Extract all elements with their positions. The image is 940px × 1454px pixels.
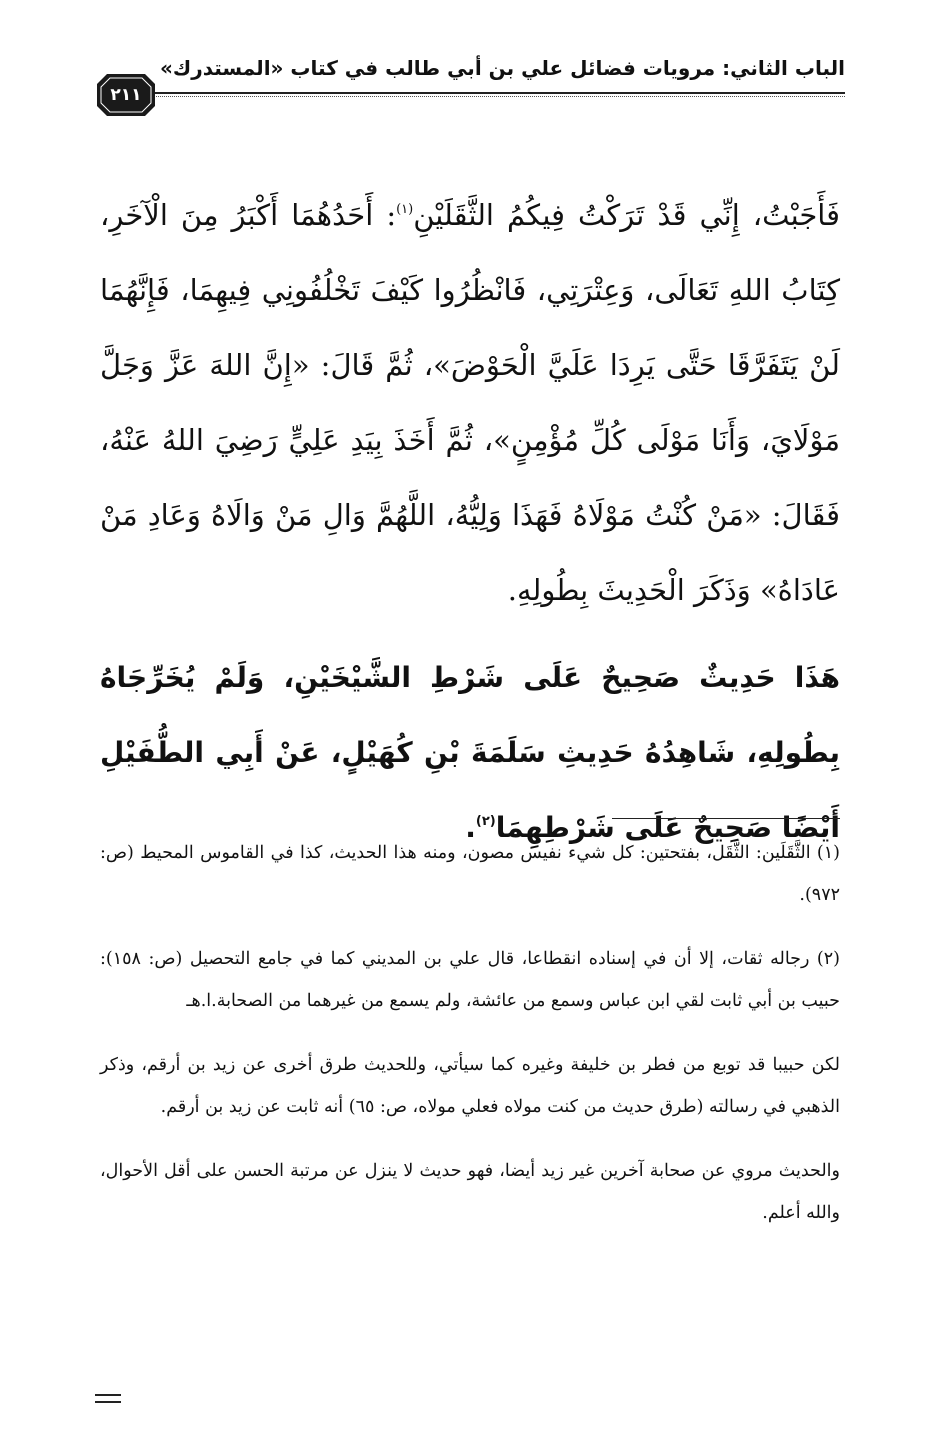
main-text-block <box>100 178 840 865</box>
footnote-2-continued: لكن حبيبا قد توبع من فطر بن خليفة وغيره كما سيأتي، وللحديث طرق أخرى عن زيد بن أرقم، وذكر الذهبي في رسالته (طرق حديث من كنت مولاه فعلي مولاه، ص: ٦٥) أنه ثابت عن زيد بن أرقم. <box>100 1055 840 1117</box>
footnote-1: (١) الثَّقَلَين: الثَّقَل، بفتحتين: كل شيء نفيس مصون، ومنه هذا الحديث، كذا في القاموس المحيط (ص: ٩٧٢). <box>100 843 840 905</box>
footnote-ref-2[interactable]: (٢) <box>475 814 496 829</box>
hadith-text-part-2: : أَحَدُهُمَا أَكْبَرُ مِنَ الْآخَرِ، كِتَابُ اللهِ تَعَالَى، وَعِتْرَتِي، فَانْظُرُوا كَيْفَ تَخْلُفُونِي فِيهِمَا، فَإِنَّهُمَا لَنْ يَتَفَرَّقَا حَتَّى يَرِدَا عَلَيَّ الْحَوْضَ»، ثُمَّ قَالَ: «إِنَّ اللهَ عَزَّ وَجَلَّ مَوْلَايَ، وَأَنَا مَوْلَى كُلِّ مُؤْمِنٍ»، ثُمَّ أَخَذَ بِيَدِ عَلِيٍّ رَضِيَ اللهُ عَنْهُ، فَقَالَ: «مَنْ كُنْتُ مَوْلَاهُ فَهَذَا وَلِيُّهُ، اللَّهُمَّ وَالِ مَنْ وَالَاهُ وَعَادِ مَنْ عَادَاهُ» وَذَكَرَ الْحَدِيثَ بِطُولِهِ. <box>100 198 840 607</box>
footnote-2: (٢) رجاله ثقات، إلا أن في إسناده انقطاعا، قال علي بن المديني كما في جامع التحصيل (ص: ١٥٨): حبيب بن أبي ثابت لقي ابن عباس وسمع من عائشة، ولم يسمع من غيرهما من الصحابة.ا.هـ <box>100 949 840 1011</box>
running-header <box>95 52 845 92</box>
footnote-ref-1[interactable]: (١) <box>396 202 414 217</box>
grading-text: هَذَا حَدِيثٌ صَحِيحٌ عَلَى شَرْطِ الشَّيْخَيْنِ، وَلَمْ يُخَرِّجَاهُ بِطُولِهِ، شَاهِدُهُ حَدِيثِ سَلَمَةَ بْنِ كُهَيْلٍ، عَنْ أَبِي الطُّفَيْلِ أَيْضًا صَحِيحٌ عَلَى شَرْطِهِمَا <box>100 661 840 844</box>
header-title: الباب الثاني: مرويات فضائل علي بن أبي طالب في كتاب «المستدرك» <box>159 56 845 80</box>
page-number-badge <box>95 72 157 118</box>
footnote-2-conclusion: والحديث مروي عن صحابة آخرين غير زيد أيضا، فهو حديث لا ينزل عن مرتبة الحسن على أقل الأحوال، والله أعلم. <box>100 1161 840 1223</box>
double-line-icon <box>95 1394 121 1404</box>
grading-text-end: . <box>465 811 476 844</box>
header-rule <box>151 92 845 94</box>
footnotes-section <box>100 832 840 1256</box>
hadith-text-part-1: فَأَجَبْتُ، إِنِّي قَدْ تَرَكْتُ فِيكُمُ الثَّقَلَيْنِ <box>413 198 840 232</box>
footnote-separator <box>612 818 840 819</box>
hadith-paragraph <box>100 178 840 628</box>
page-number: ٢١١ <box>110 85 142 105</box>
header-rule-dotted <box>151 96 845 97</box>
